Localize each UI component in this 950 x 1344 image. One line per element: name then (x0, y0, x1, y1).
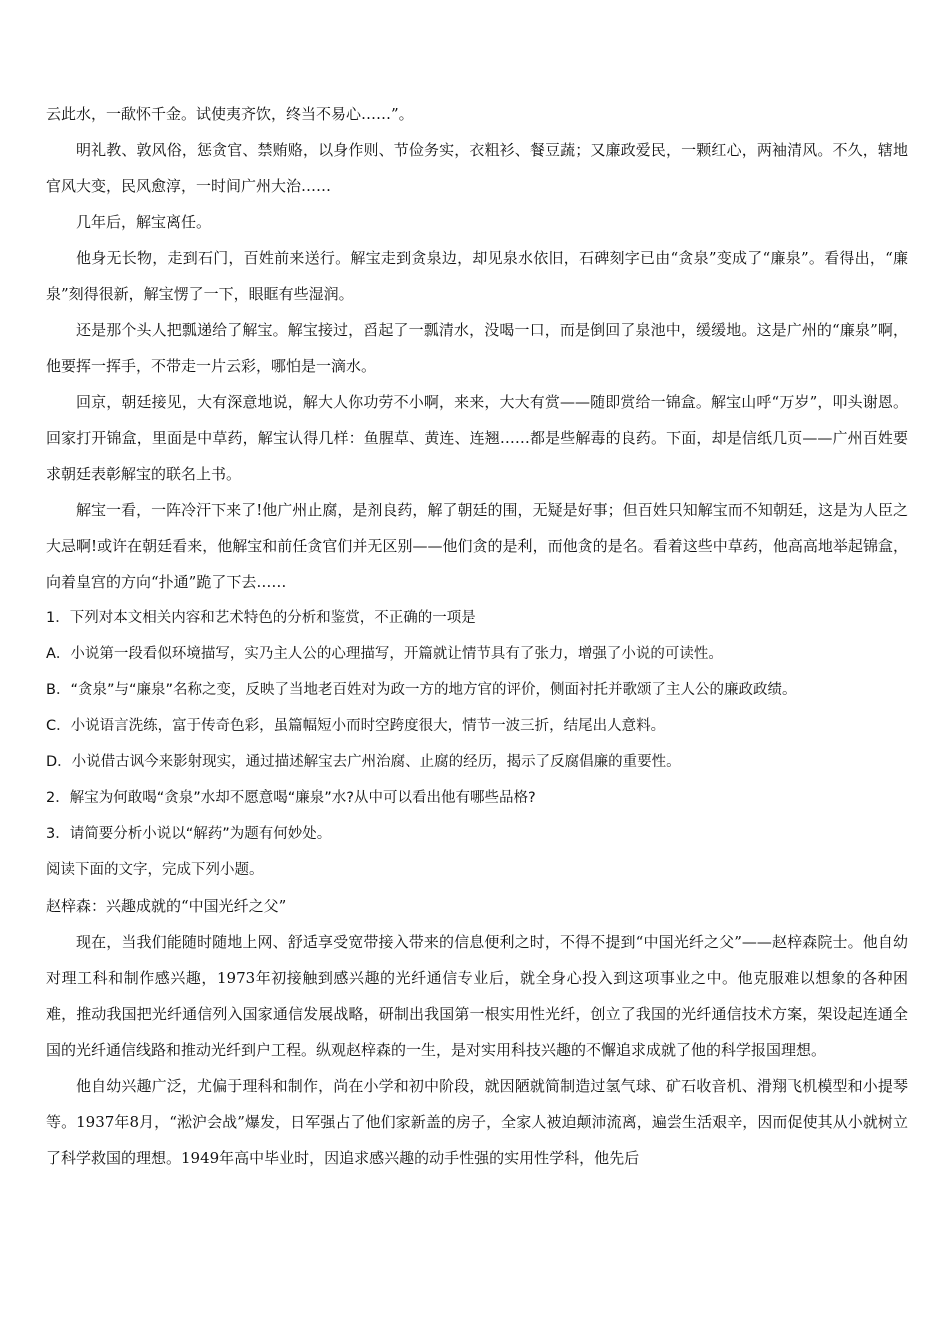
question-1-option-c: C．小说语言洗练，富于传奇色彩，虽篇幅短小而时空跨度很大，情节一波三折，结尾出人意料。 (46, 718, 666, 734)
question-1-option-b: B．“贪泉”与“廉泉”名称之变，反映了当地老百姓对为政一方的地方官的评价，侧面衬托并歌颂了主人公的廉政政绩。 (46, 682, 797, 698)
question-1-option-d: D．小说借古讽今来影射现实，通过描述解宝去广州治腐、止腐的经历，揭示了反腐倡廉的重要性。 (46, 754, 681, 770)
reading-instruction: 阅读下面的文字，完成下列小题。 (46, 862, 264, 878)
question-1-option-a: A．小说第一段看似环境描写，实乃主人公的心理描写，开篇就让情节具有了张力，增强了小说的可读性。 (46, 646, 723, 662)
story-paragraph: 明礼教、敦风俗，惩贪官、禁贿赂，以身作则、节俭务实，衣粗衫、餐豆蔬；又廉政爱民，一颗红心，两袖清风。不久，辖地官风大变，民风愈淳，一时间广州大治…… (46, 141, 908, 195)
story-paragraph: 他身无长物，走到石门，百姓前来送行。解宝走到贪泉边，却见泉水依旧，石碑刻字已由“贪泉”变成了“廉泉”。看得出，“廉泉”刻得很新，解宝愣了一下，眼眶有些湿润。 (46, 249, 908, 303)
article-paragraph: 他自幼兴趣广泛，尤偏于理科和制作，尚在小学和初中阶段，就因陋就简制造过氢气球、矿石收音机、滑翔飞机模型和小提琴等。1937年8月，“淞沪会战”爆发，日军强占了他们家新盖的房子，全家人被迫颠沛流离，遍尝生活艰辛，因而促使其从小就树立了科学救国的理想。1949年高中毕业时，因追求感兴趣的动手性强的实用性学科，他先后 (46, 1077, 908, 1167)
story-paragraph: 几年后，解宝离任。 (76, 213, 212, 231)
story-paragraph: 解宝一看，一阵冷汗下来了!他广州止腐，是剂良药，解了朝廷的围，无疑是好事；但百姓只知解宝而不知朝廷，这是为人臣之大忌啊!或许在朝廷看来，他解宝和前任贪官们并无区别——他们贪的是利，而他贪的是名。看着这些中草药，他高高地举起锦盒，向着皇宫的方向“扑通”跪了下去…… (46, 501, 908, 591)
story-paragraph: 回京，朝廷接见，大有深意地说，解大人你功劳不小啊，来来，大大有赏——随即赏给一锦盒。解宝山呼“万岁”，叩头谢恩。回家打开锦盒，里面是中草药，解宝认得几样：鱼腥草、黄连、连翘……都是些解毒的良药。下面，却是信纸几页——广州百姓要求朝廷表彰解宝的联名上书。 (46, 393, 908, 483)
document-page (46, 96, 908, 1176)
question-1: 1．下列对本文相关内容和艺术特色的分析和鉴赏，不正确的一项是 (46, 610, 476, 626)
article-paragraph: 现在，当我们能随时随地上网、舒适享受宽带接入带来的信息便利之时，不得不提到“中国光纤之父”——赵梓森院士。他自幼对理工科和制作感兴趣，1973年初接触到感兴趣的光纤通信专业后，就全身心投入到这项事业之中。他克服难以想象的各种困难，推动我国把光纤通信列入国家通信发展战略，研制出我国第一根实用性光纤，创立了我国的光纤通信技术方案，架设起连通全国的光纤通信线路和推动光纤到户工程。纵观赵梓森的一生，是对实用科技兴趣的不懈追求成就了他的科学报国理想。 (46, 933, 908, 1059)
story-paragraph: 云此水，一歃怀千金。试使夷齐饮，终当不易心……”。 (46, 105, 414, 123)
story-paragraph: 还是那个头人把瓢递给了解宝。解宝接过，舀起了一瓢清水，没喝一口，而是倒回了泉池中，缓缓地。这是广州的“廉泉”啊，他要挥一挥手，不带走一片云彩，哪怕是一滴水。 (46, 321, 908, 375)
article-title: 赵梓森：兴趣成就的“中国光纤之父” (46, 897, 287, 915)
question-2: 2．解宝为何敢喝“贪泉”水却不愿意喝“廉泉”水?从中可以看出他有哪些品格? (46, 790, 536, 806)
question-3: 3．请简要分析小说以“解药”为题有何妙处。 (46, 826, 332, 842)
